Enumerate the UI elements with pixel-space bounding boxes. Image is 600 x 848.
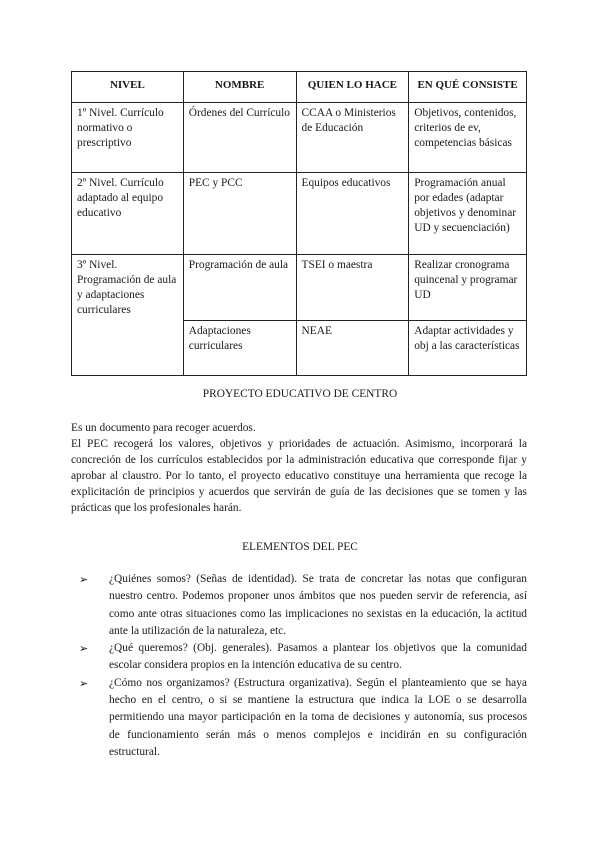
pec-section-title: PROYECTO EDUCATIVO DE CENTRO bbox=[202, 388, 398, 400]
list-item bbox=[71, 571, 527, 640]
cell-nivel: 2º Nivel. Currículo adaptado al equipo educativo bbox=[72, 173, 184, 255]
table-header-row bbox=[72, 72, 527, 103]
arrow-bullet-icon: ➢ bbox=[79, 642, 89, 656]
cell-quien: Equipos educativos bbox=[296, 173, 409, 255]
cell-consiste: Adaptar actividades y obj a las características bbox=[409, 321, 527, 376]
arrow-bullet-icon: ➢ bbox=[79, 573, 89, 586]
table-row bbox=[72, 173, 527, 255]
list-item-text: ¿Cómo nos organizamos? (Estructura organizativa). Según el planteamiento que se haya hecho en el centro, o si se mantiene la estructura que indica la LOE o se desarrolla permitiendo una mayor participación en la toma de decisiones y autonomía, sus procesos de funcionamiento serán más o menos complejos e incidirán en su configuración estructural. bbox=[109, 676, 527, 758]
list-item bbox=[71, 640, 527, 675]
cell-quien: CCAA o Ministerios de Educación bbox=[296, 103, 409, 173]
cell-nombre: Programación de aula bbox=[183, 255, 296, 321]
table-row bbox=[72, 103, 527, 173]
elements-list bbox=[71, 571, 527, 761]
list-item-text: ¿Qué queremos? (Obj. generales). Pasamos a plantear los objetivos que la comunidad escolar considera propios en la intención educativa de su centro. bbox=[109, 642, 527, 672]
header-nombre: NOMBRE bbox=[183, 72, 296, 103]
pec-body-paragraph: El PEC recogerá los valores, objetivos y prioridades de actuación. Asimismo, incorporará la concreción de los currículos establecidos por la administración educativa que corresponde fijar y aprobar al claustro. Por lo tanto, el proyecto educativo constituye una herramienta que recoge la explicitación de principios y acuerdos que servirán de guía de las decisiones que se tomen y las prácticas que los profesionales harán. bbox=[71, 438, 527, 514]
cell-consiste: Programación anual por edades (adaptar objetivos y denominar UD y secuenciación) bbox=[409, 173, 527, 255]
pec-intro-paragraph: Es un documento para recoger acuerdos. bbox=[71, 422, 256, 434]
header-consiste: EN QUÉ CONSISTE bbox=[409, 72, 527, 103]
cell-nombre: PEC y PCC bbox=[183, 173, 296, 255]
cell-nivel: 3º Nivel. Programación de aula y adaptaciones curriculares bbox=[72, 255, 184, 376]
arrow-bullet-icon: ➢ bbox=[79, 676, 89, 690]
header-quien: QUIEN LO HACE bbox=[296, 72, 409, 103]
cell-nombre: Adaptaciones curriculares bbox=[183, 321, 296, 376]
table-row bbox=[72, 255, 527, 321]
cell-consiste: Realizar cronograma quincenal y programar UD bbox=[409, 255, 527, 321]
cell-consiste: Objetivos, contenidos, criterios de ev, competencias básicas bbox=[409, 103, 527, 173]
cell-nombre: Órdenes del Currículo bbox=[183, 103, 296, 173]
cell-nivel: 1º Nivel. Currículo normativo o prescriptivo bbox=[72, 103, 184, 173]
list-item bbox=[71, 675, 527, 761]
list-item-text: ¿Quiénes somos? (Señas de identidad). Se trata de concretar las notas que configuran nuestro centro. Podemos proponer unos ámbitos que nos pueden servir de referencia, así como ante otras situaciones como las implicaciones no sexistas en la educación, la actitud ante la utilización de la naturaleza, etc. bbox=[109, 573, 527, 637]
curriculum-levels-table bbox=[71, 71, 527, 376]
header-nivel: NIVEL bbox=[72, 72, 184, 103]
cell-quien: NEAE bbox=[296, 321, 409, 376]
cell-quien: TSEI o maestra bbox=[296, 255, 409, 321]
elements-section-title: ELEMENTOS DEL PEC bbox=[242, 541, 358, 553]
